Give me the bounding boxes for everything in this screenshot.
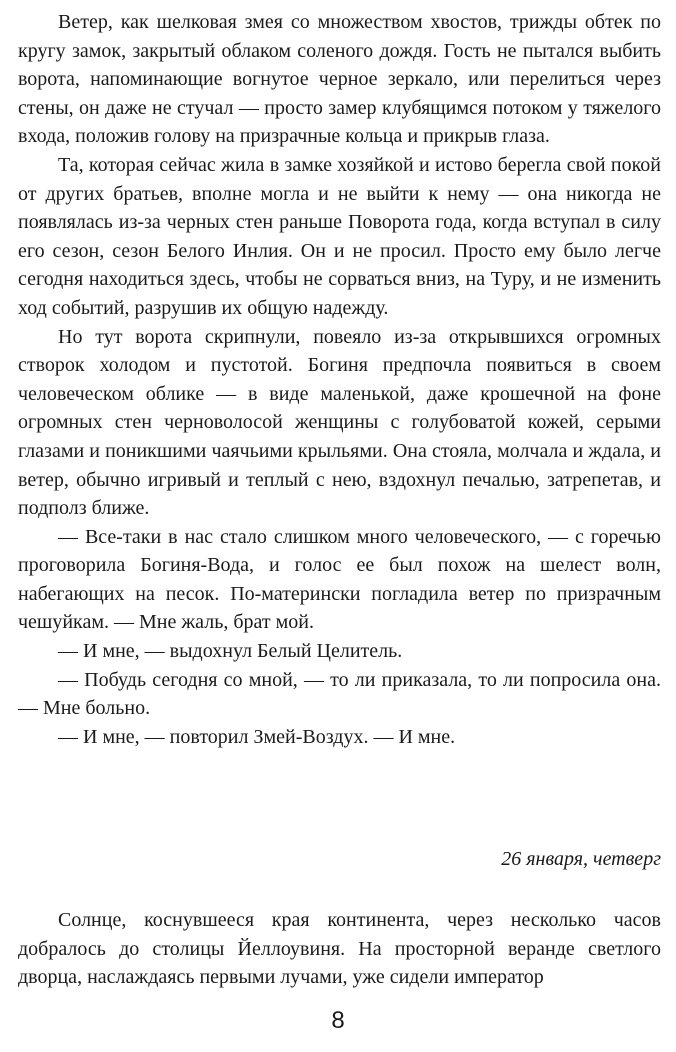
paragraph-4: — Все-таки в нас стало слишком много человеческого, — с горечью проговорила Богиня-Вода, и голос ее был похож на шелест волн, набегающих на песок. По-матерински погладила ветер по призрачным чешуйкам. — Мне жаль, брат мой. xyxy=(18,525,661,634)
page-number: 8 xyxy=(331,1007,345,1034)
next-paragraph: Солнце, коснувшееся края континента, через несколько часов добралось до столицы Йеллоувиня. На просторной веранде светлого дворца, наслаждаясь первыми лучами, уже сидели император xyxy=(18,909,661,989)
next-section-text xyxy=(18,906,661,992)
paragraph-7: — И мне, — повторил Змей-Воздух. — И мне. xyxy=(58,725,456,748)
section-dateline: 26 января, четверг xyxy=(501,848,661,870)
paragraph-2: Та, которая сейчас жила в замке хозяйкой и истово берегла свой покой от других братьев, вполне могла и не выйти к нему — она никогда не появлялась из-за черных стен раньше Поворота года, когда вступал в силу его сезон, сезон Белого Инлия. Он и не просил. Просто ему было легче сегодня находиться здесь, чтобы не сорваться вниз, на Туру, и не изменить ход событий, разрушив их общую надежду. xyxy=(18,153,661,319)
main-text-block xyxy=(18,8,661,751)
paragraph-6: — Побудь сегодня со мной, — то ли приказала, то ли попросила она. — Мне больно. xyxy=(18,668,661,720)
paragraph-1: Ветер, как шелковая змея со множеством хвостов, трижды обтек по кругу замок, закрытый облаком соленого дождя. Гость не пытался выбить ворота, напоминающие вогнутое черное зеркало, или перелиться через стены, он даже не стучал — просто замер клубящимся потоком у тяжелого входа, положив голову на призрачные кольца и прикрыв глаза. xyxy=(18,11,661,148)
paragraph-5: — И мне, — выдохнул Белый Целитель. xyxy=(58,640,403,663)
paragraph-3: Но тут ворота скрипнули, повеяло из-за открывшихся огромных створок холодом и пустотой. Богиня предпочла появиться в своем человеческом облике — в виде маленькой, даже крошечной на фоне огромных стен черноволосой женщины с голубоватой кожей, серыми глазами и поникшими чаячьими крыльями. Она стояла, молчала и ждала, и ветер, обычно игривый и теплый с нею, вздохнул печалью, затрепетав, и подполз ближе. xyxy=(18,325,661,520)
